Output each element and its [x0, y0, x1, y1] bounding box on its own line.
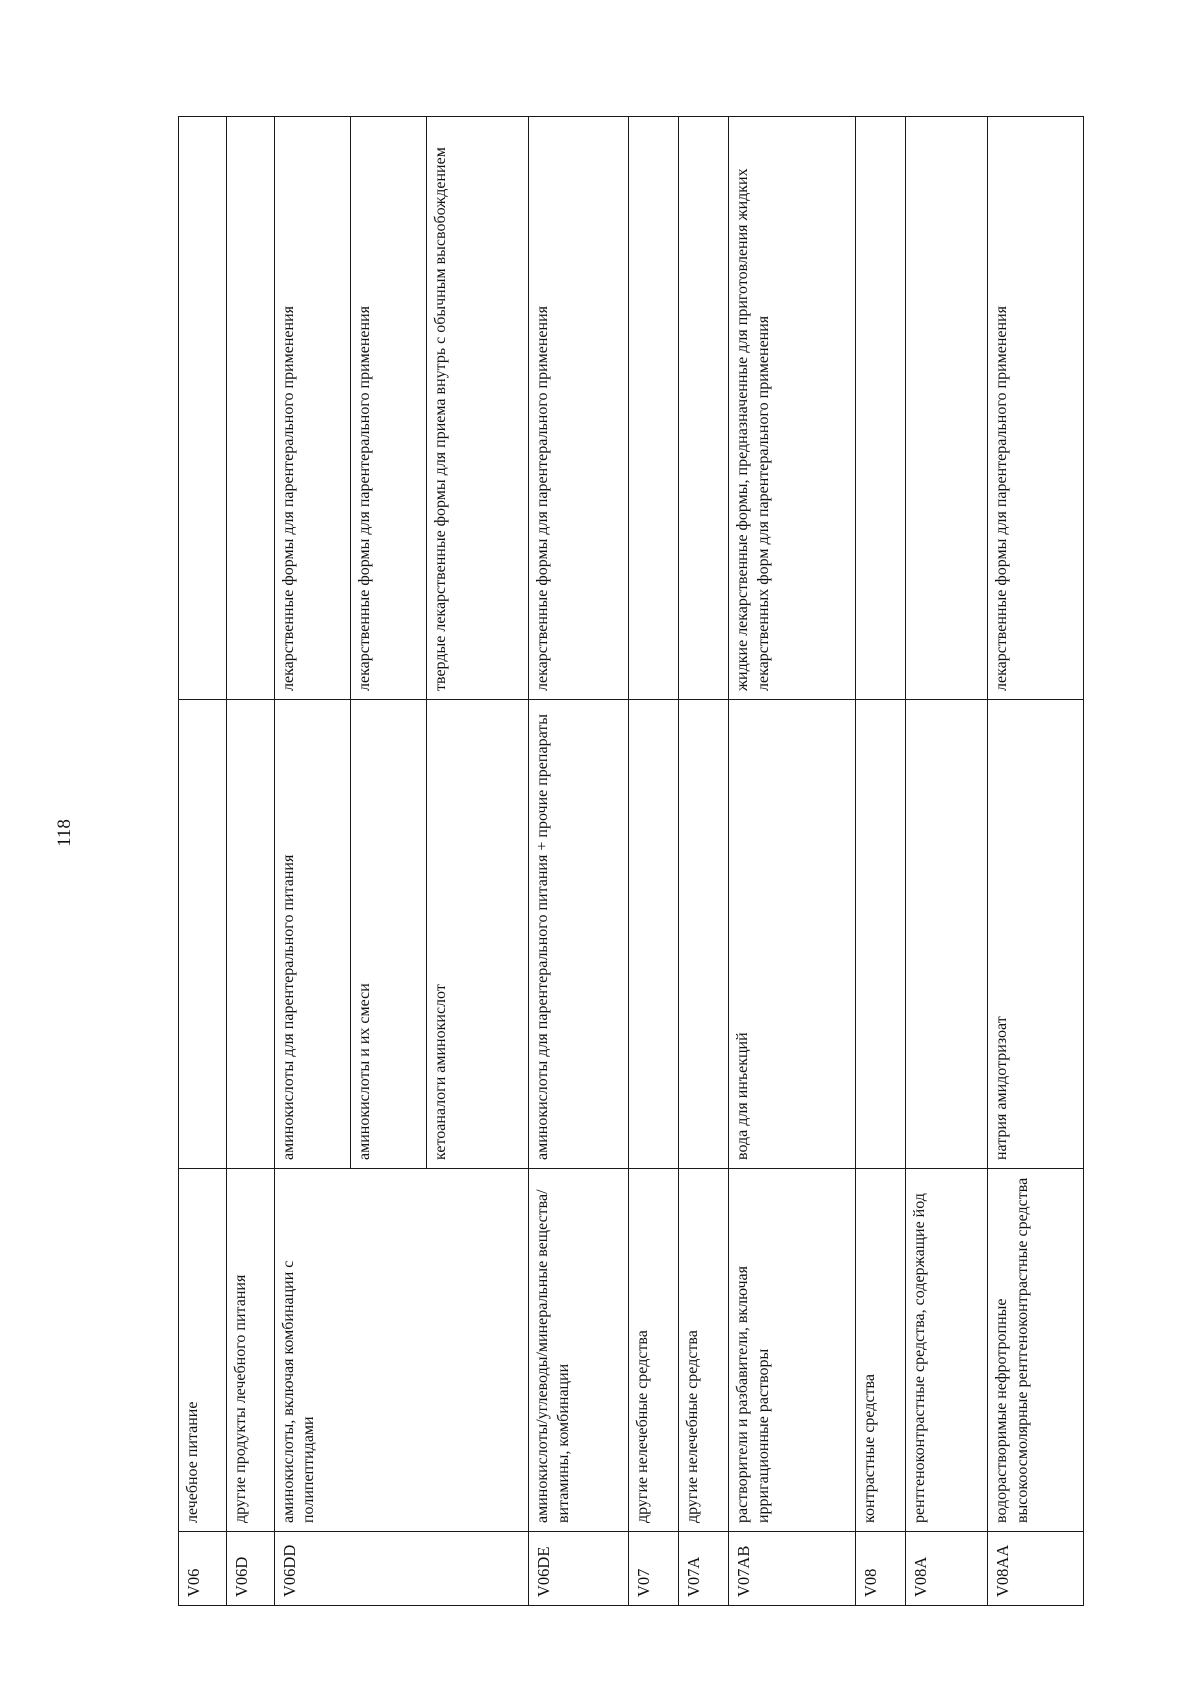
dosage-form-cell: лекарственные формы для парентерального применения: [529, 117, 629, 700]
dosage-form-cell: лекарственные формы для парентерального применения: [350, 117, 426, 700]
dosage-form-cell: [629, 117, 679, 700]
page-number: 118: [54, 819, 75, 847]
table-row: [629, 117, 679, 1606]
table-row: [529, 117, 629, 1606]
atc-code-cell: V07: [629, 1532, 679, 1606]
dosage-form-cell: [679, 117, 729, 700]
drug-name-cell: аминокислоты для парентерального питания + прочие препараты: [529, 700, 629, 1169]
atc-code-cell: V08: [855, 1532, 905, 1606]
atc-group-cell: рентгеноконтрастные средства, содержащие йод: [905, 1169, 988, 1532]
table-row: [729, 117, 855, 1606]
atc-group-cell: другие нелечебные средства: [629, 1169, 679, 1532]
table-row: [274, 117, 350, 1606]
atc-code-cell: V07AB: [729, 1532, 855, 1606]
drug-name-cell: аминокислоты и их смеси: [350, 700, 426, 1169]
drug-name-cell: [226, 700, 274, 1169]
drug-table-container: [178, 116, 1084, 1606]
drug-name-cell: [855, 700, 905, 1169]
dosage-form-cell: [226, 117, 274, 700]
drug-name-cell: аминокислоты для парентерального питания: [274, 700, 350, 1169]
atc-code-cell: V08AA: [988, 1532, 1084, 1606]
table-row: [226, 117, 274, 1606]
atc-group-cell: водорастворимые нефротропные высокоосмолярные рентгеноконтрастные средства: [988, 1169, 1084, 1532]
atc-group-cell: лечебное питание: [179, 1169, 227, 1532]
atc-code-cell: V06D: [226, 1532, 274, 1606]
atc-code-cell: V06DE: [529, 1532, 629, 1606]
dosage-form-cell: твердые лекарственные формы для приема внутрь с обычным высвобождением: [427, 117, 529, 700]
drug-name-cell: [629, 700, 679, 1169]
atc-code-cell: V06DD: [274, 1532, 529, 1606]
atc-group-cell: аминокислоты/углеводы/минеральные вещества/витамины, комбинации: [529, 1169, 629, 1532]
table-row: [679, 117, 729, 1606]
atc-group-cell: другие продукты лечебного питания: [226, 1169, 274, 1532]
atc-group-cell: аминокислоты, включая комбинации с полипептидами: [274, 1169, 529, 1532]
atc-group-cell: растворители и разбавители, включая ирригационные растворы: [729, 1169, 855, 1532]
dosage-form-cell: [855, 117, 905, 700]
drug-name-cell: [905, 700, 988, 1169]
table-row: [179, 117, 227, 1606]
atc-code-cell: V07A: [679, 1532, 729, 1606]
drug-name-cell: натрия амидотризоат: [988, 700, 1084, 1169]
table-row: [988, 117, 1084, 1606]
dosage-form-cell: [905, 117, 988, 700]
dosage-form-cell: лекарственные формы для парентерального применения: [988, 117, 1084, 700]
dosage-form-cell: жидкие лекарственные формы, предназначенные для приготовления жидких лекарственных форм для парентерального применения: [729, 117, 855, 700]
drug-name-cell: [179, 700, 227, 1169]
atc-code-cell: V06: [179, 1532, 227, 1606]
dosage-form-cell: [179, 117, 227, 700]
table-row: [905, 117, 988, 1606]
atc-group-cell: контрастные средства: [855, 1169, 905, 1532]
drug-classification-table: [178, 116, 1084, 1606]
dosage-form-cell: лекарственные формы для парентерального применения: [274, 117, 350, 700]
table-row: [855, 117, 905, 1606]
atc-group-cell: другие нелечебные средства: [679, 1169, 729, 1532]
drug-name-cell: вода для инъекций: [729, 700, 855, 1169]
drug-name-cell: кетоаналоги аминокислот: [427, 700, 529, 1169]
drug-name-cell: [679, 700, 729, 1169]
atc-code-cell: V08A: [905, 1532, 988, 1606]
